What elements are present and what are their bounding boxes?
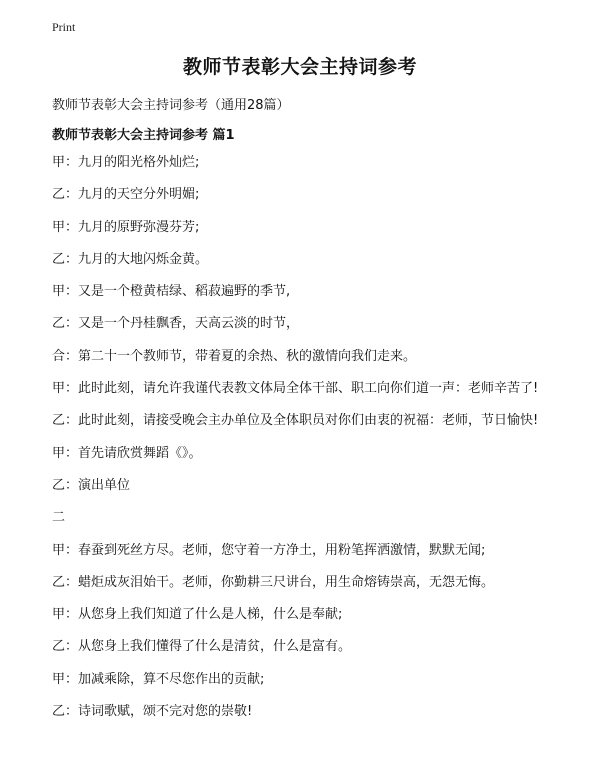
print-link[interactable]: Print	[52, 20, 76, 34]
script-line: 乙：九月的大地闪烁金黄。	[52, 251, 209, 267]
script-line: 二	[52, 510, 66, 526]
script-lines	[52, 153, 572, 734]
script-line: 甲：首先请欣赏舞蹈《》。	[52, 445, 202, 461]
page-title: 教师节表彰大会主持词参考	[182, 56, 417, 78]
document-subtitle: 教师节表彰大会主持词参考（通用28篇）	[52, 98, 290, 113]
script-line: 乙：又是一个丹桂飘香，天高云淡的时节，	[52, 316, 300, 332]
section-title: 教师节表彰大会主持词参考 篇1	[52, 128, 235, 143]
script-line: 乙：九月的天空分外明媚;	[52, 187, 200, 203]
script-line: 甲：春蚕到死丝方尽。老师，您守着一方净土，用粉笔挥洒激情，默默无闻;	[52, 542, 486, 558]
script-line: 甲：从您身上我们知道了什么是人梯，什么是奉献;	[52, 607, 343, 623]
script-line: 合：第二十一个教师节，带着夏的余热、秋的激情向我们走来。	[52, 348, 417, 364]
script-line: 乙：此时此刻，请接受晚会主办单位及全体职员对你们由衷的祝福：老师，节日愉快!	[52, 413, 539, 429]
script-line: 乙：演出单位	[52, 477, 131, 493]
script-line: 乙：诗词歌赋，颂不完对您的崇敬!	[52, 704, 253, 720]
script-line: 甲：九月的原野弥漫芬芳;	[52, 219, 200, 235]
script-line: 甲：加减乘除，算不尽您作出的贡献;	[52, 671, 265, 687]
script-line: 甲：此时此刻，请允许我谨代表教文体局全体干部、职工向你们道一声：老师辛苦了!	[52, 381, 539, 397]
script-line: 甲：九月的阳光格外灿烂;	[52, 155, 200, 170]
script-line: 甲：又是一个橙黄桔绿、稻菽遍野的季节,	[52, 284, 291, 300]
script-line: 乙：蜡炬成灰泪始干。老师，你勤耕三尺讲台，用生命熔铸崇高，无怨无悔。	[52, 574, 495, 590]
script-line: 乙：从您身上我们懂得了什么是清贫，什么是富有。	[52, 639, 352, 655]
